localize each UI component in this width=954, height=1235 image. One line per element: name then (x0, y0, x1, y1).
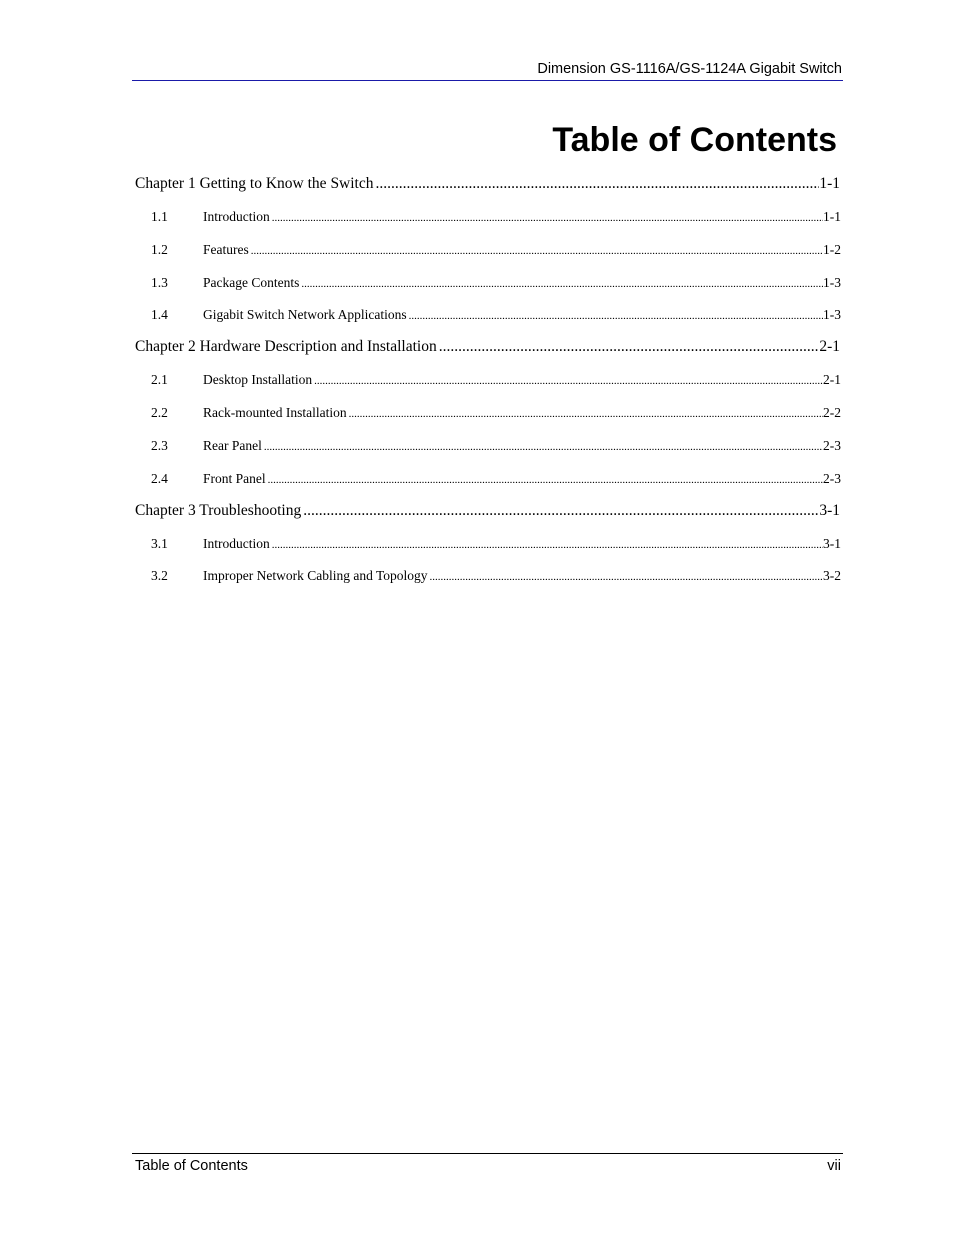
toc-entry-title: Introduction (203, 536, 270, 551)
toc-entry-section-1-1[interactable] (151, 208, 841, 227)
dot-leader (299, 274, 823, 293)
toc-page-number: 3-1 (823, 536, 841, 551)
toc-entry-section-3-2[interactable] (151, 567, 841, 586)
toc-entry-section-2-3[interactable] (151, 437, 841, 456)
toc-page-number: 2-2 (823, 405, 841, 420)
toc-entry-section-2-1[interactable] (151, 371, 841, 390)
toc-entry-title: Rack-mounted Installation (203, 405, 347, 420)
toc-section-number: 2.2 (151, 405, 168, 420)
toc-entry-section-3-1[interactable] (151, 535, 841, 554)
toc-section-number: 3.1 (151, 536, 168, 551)
toc-page-number: 1-3 (823, 275, 841, 290)
toc-entry-chapter-3[interactable] (135, 501, 840, 521)
dot-leader (266, 470, 823, 489)
dot-leader (374, 174, 820, 194)
toc-entry-title: Desktop Installation (203, 372, 313, 387)
toc-page-number: 3-2 (823, 568, 841, 583)
toc-heading: Table of Contents (552, 121, 837, 159)
toc-section-number: 2.4 (151, 471, 168, 486)
toc-section-number: 1.3 (151, 275, 168, 290)
toc-entry-chapter-1[interactable] (135, 174, 840, 194)
toc-page-number: 2-1 (823, 372, 841, 387)
toc-entry-section-2-4[interactable] (151, 470, 841, 489)
toc-page-number: 1-3 (823, 307, 841, 322)
toc-entry-title: Improper Network Cabling and Topology (203, 568, 428, 583)
toc-entry-section-1-2[interactable] (151, 241, 841, 260)
footer-page-number: vii (827, 1158, 841, 1174)
toc-entry-section-2-2[interactable] (151, 404, 841, 423)
toc-page-number: 2-1 (819, 338, 840, 355)
dot-leader (270, 535, 823, 554)
toc-entry-title: Features (203, 242, 249, 257)
dot-leader (249, 241, 823, 260)
toc-entry-title: Chapter 2 Hardware Description and Installation (135, 338, 437, 355)
dot-leader (347, 404, 823, 423)
toc-entry-title: Chapter 1 Getting to Know the Switch (135, 175, 374, 192)
toc-entry-title: Package Contents (203, 275, 300, 290)
page-footer (132, 1153, 843, 1178)
toc-section-number: 2.1 (151, 372, 168, 387)
toc-page-number: 1-1 (823, 209, 841, 224)
dot-leader (270, 208, 823, 227)
toc-section-number: 3.2 (151, 568, 168, 583)
toc-page-number: 3-1 (819, 502, 840, 519)
dot-leader (312, 371, 823, 390)
dot-leader (407, 306, 823, 325)
header-title: Dimension GS-1116A/GS-1124A Gigabit Switch (537, 61, 842, 77)
dot-leader (437, 337, 820, 357)
toc-entry-section-1-4[interactable] (151, 306, 841, 325)
footer-section-title: Table of Contents (135, 1158, 248, 1174)
toc-entry-title: Chapter 3 Troubleshooting (135, 502, 302, 519)
toc-entry-title: Rear Panel (203, 438, 262, 453)
toc-entry-title: Gigabit Switch Network Applications (203, 307, 407, 322)
toc-page-number: 1-2 (823, 242, 841, 257)
toc-entry-chapter-2[interactable] (135, 337, 840, 357)
toc-page-number: 2-3 (823, 438, 841, 453)
toc-entry-title: Front Panel (203, 471, 266, 486)
toc-section-number: 2.3 (151, 438, 168, 453)
toc-entry-title: Introduction (203, 209, 270, 224)
toc-section-number: 1.1 (151, 209, 168, 224)
dot-leader (428, 567, 823, 586)
toc-list (0, 0, 954, 600)
toc-section-number: 1.2 (151, 242, 168, 257)
toc-page-number: 2-3 (823, 471, 841, 486)
dot-leader (262, 437, 823, 456)
dot-leader (301, 501, 819, 521)
toc-page-number: 1-1 (819, 175, 840, 192)
toc-section-number: 1.4 (151, 307, 168, 322)
toc-entry-section-1-3[interactable] (151, 274, 841, 293)
